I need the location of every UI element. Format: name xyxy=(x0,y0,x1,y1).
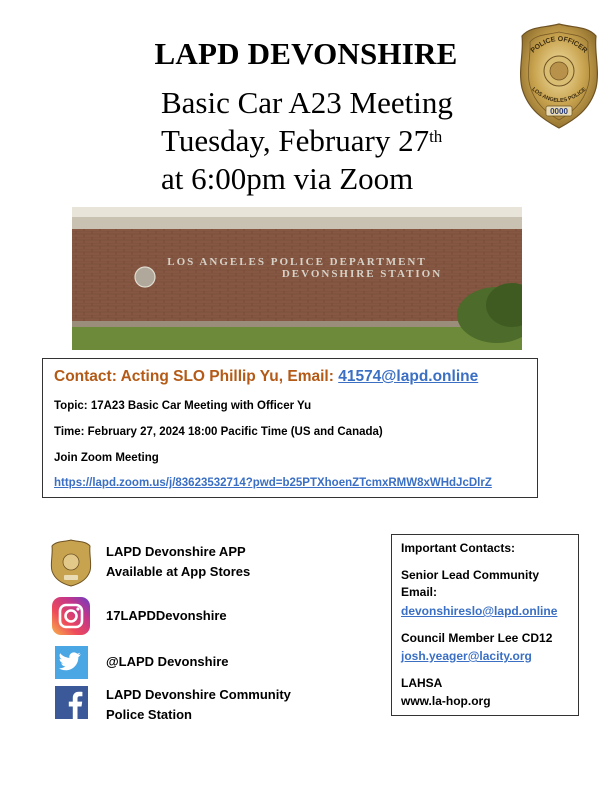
lapd-app-badge-icon xyxy=(50,539,92,587)
sign-line2: DEVONSHIRE STATION xyxy=(281,268,443,280)
badge-top-text: POLICE OFFICER xyxy=(529,35,589,55)
facebook-page-line1: LAPD Devonshire Community xyxy=(106,687,291,702)
contact-label: Contact: Acting SLO Phillip Yu, Email: xyxy=(54,368,339,385)
join-zoom-label: Join Zoom Meeting xyxy=(54,452,159,464)
lahsa-website[interactable]: www.la-hop.org xyxy=(401,694,491,708)
meeting-time: at 6:00pm via Zoom xyxy=(161,161,414,196)
facebook-page-line2: Police Station xyxy=(106,707,192,722)
page-title: LAPD DEVONSHIRE xyxy=(154,36,458,71)
meeting-subtitle xyxy=(161,84,453,198)
contact-line xyxy=(54,368,478,386)
council-member: Council Member Lee CD12 xyxy=(401,631,553,645)
police-badge-icon xyxy=(518,22,600,130)
contact-email-link[interactable]: 41574@lapd.online xyxy=(338,368,479,385)
lahsa-label: LAHSA xyxy=(401,676,443,690)
badge-number: 0000 xyxy=(550,107,568,116)
facebook-icon[interactable] xyxy=(55,686,88,719)
slo-title-line2: Email: xyxy=(401,585,438,599)
app-name: LAPD Devonshire APP xyxy=(106,544,246,559)
instagram-handle: 17LAPDDevonshire xyxy=(106,608,227,623)
twitter-icon[interactable] xyxy=(55,646,88,679)
slo-email-link[interactable]: devonshireslo@lapd.online xyxy=(401,604,558,618)
meeting-name: Basic Car A23 Meeting xyxy=(161,85,453,120)
twitter-handle: @LAPD Devonshire xyxy=(106,654,229,669)
meeting-topic: Topic: 17A23 Basic Car Meeting with Officer Yu xyxy=(54,400,312,412)
zoom-contact-box xyxy=(42,358,538,498)
important-contacts-box xyxy=(391,534,579,716)
instagram-icon[interactable] xyxy=(52,597,90,635)
app-info xyxy=(106,542,250,582)
meeting-date xyxy=(161,122,453,160)
slo-title xyxy=(401,567,539,601)
date-suffix: th xyxy=(429,127,443,146)
slo-title-line1: Senior Lead Community xyxy=(401,568,540,582)
sign-line1: LOS ANGELES POLICE DEPARTMENT xyxy=(167,256,427,268)
app-availability: Available at App Stores xyxy=(106,564,251,579)
badge-bottom-text: LOS ANGELES POLICE xyxy=(530,86,588,105)
contacts-heading: Important Contacts: xyxy=(401,541,515,555)
council-email-link[interactable]: josh.yeager@lacity.org xyxy=(401,649,532,663)
facebook-info xyxy=(106,685,291,725)
meeting-time-detail: Time: February 27, 2024 18:00 Pacific Time (US and Canada) xyxy=(54,426,383,438)
zoom-meeting-link[interactable]: https://lapd.zoom.us/j/83623532714?pwd=b25PTXhoenZTcmxRMW8xWHdJcDlrZ xyxy=(54,477,492,489)
meeting-date-text: Tuesday, February 27 xyxy=(161,123,430,158)
station-photo xyxy=(72,207,522,350)
